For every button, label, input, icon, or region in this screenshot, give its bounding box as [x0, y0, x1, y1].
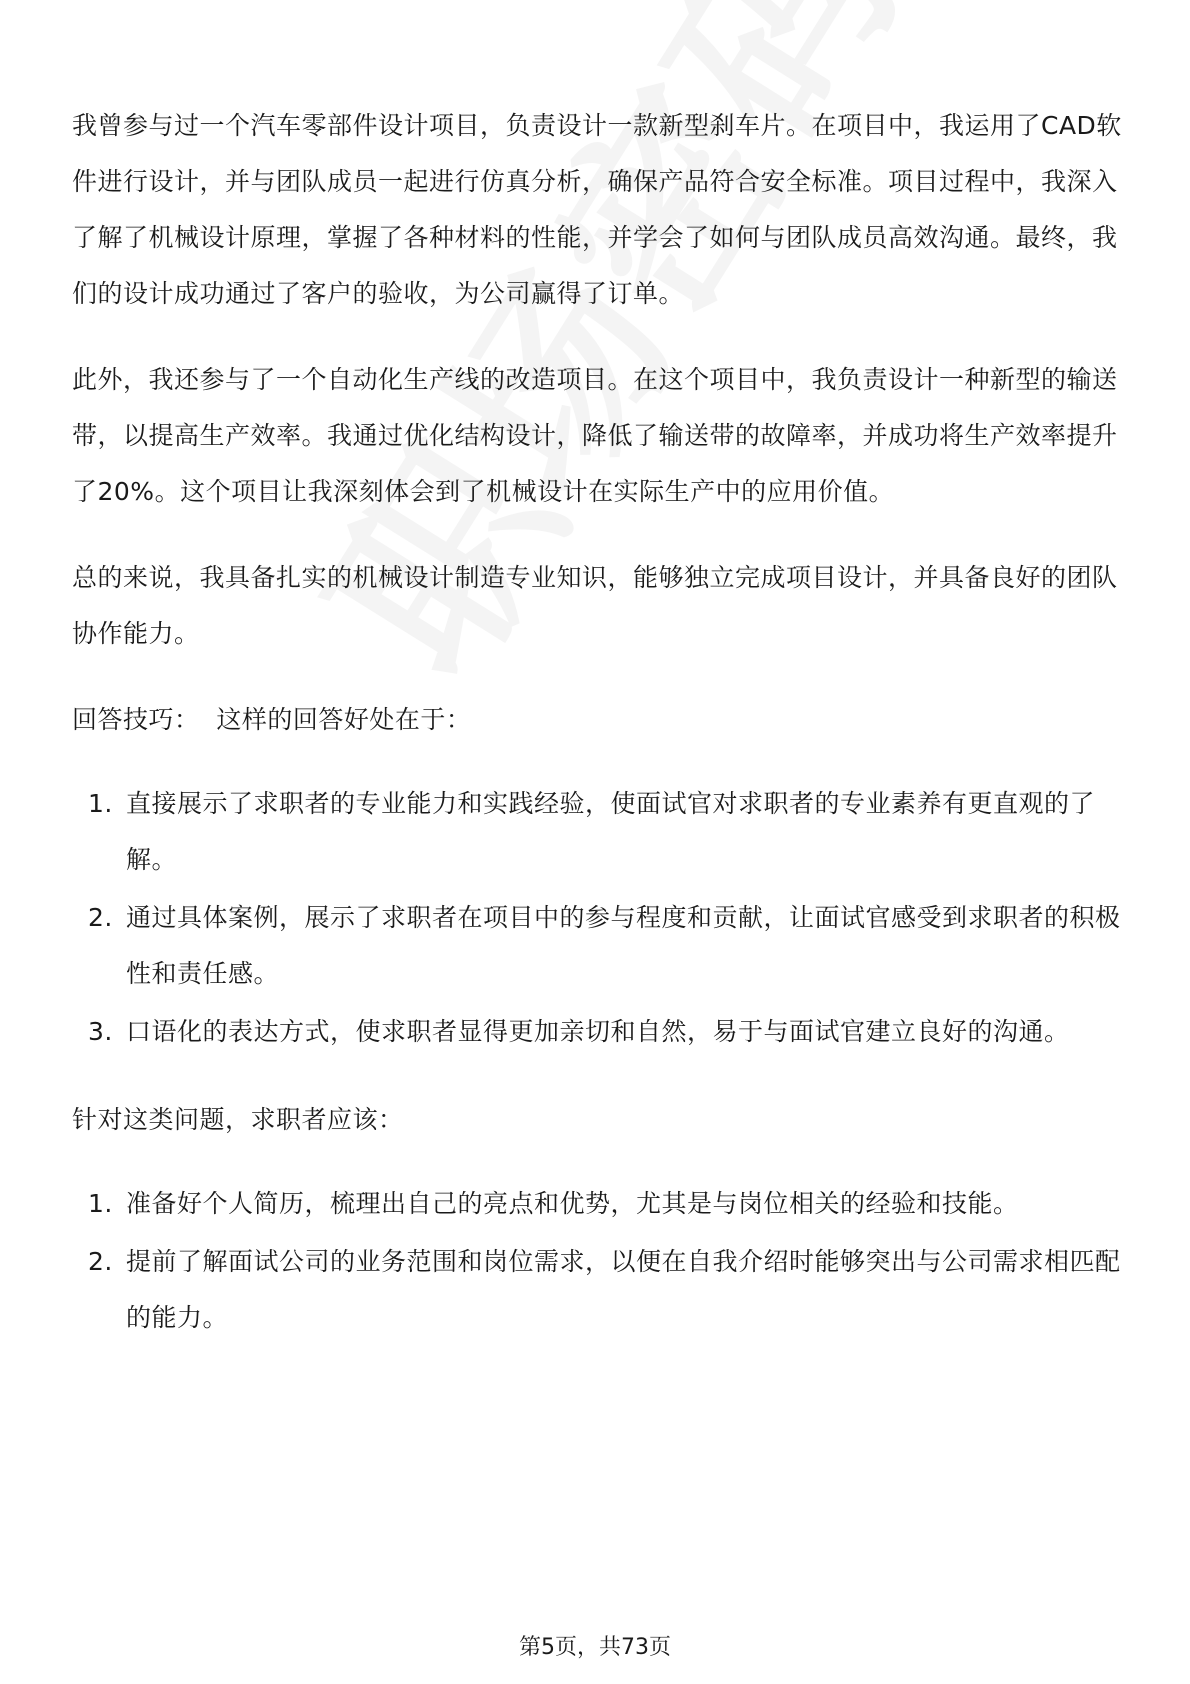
list-item: [72, 1004, 1122, 1060]
list-item-number: 1.: [88, 789, 113, 818]
page-number: 第5页，共73页: [519, 1635, 671, 1660]
list-item-number: 2.: [88, 1247, 113, 1276]
list-item-number: 2.: [88, 903, 113, 932]
list-item: [72, 890, 1122, 1002]
list-item-text: 准备好个人简历，梳理出自己的亮点和优势，尤其是与岗位相关的经验和技能。: [126, 1189, 1019, 1218]
list-item: [72, 776, 1122, 888]
list-item-text: 提前了解面试公司的业务范围和岗位需求，以便在自我介绍时能够突出与公司需求相匹配的能力。: [126, 1247, 1121, 1332]
tips-label: 回答技巧：: [72, 705, 200, 734]
list-item-text: 通过具体案例，展示了求职者在项目中的参与程度和贡献，让面试官感受到求职者的积极性和责任感。: [126, 903, 1121, 988]
tips-list: [72, 776, 1122, 1060]
list-item: [72, 1176, 1122, 1232]
list-item-number: 3.: [88, 1017, 113, 1046]
paragraph-project-brake: 我曾参与过一个汽车零部件设计项目，负责设计一款新型刹车片。在项目中，我运用了CAD软件进行设计，并与团队成员一起进行仿真分析，确保产品符合安全标准。项目过程中，我深入了解了机械设计原理，掌握了各种材料的性能，并学会了如何与团队成员高效沟通。最终，我们的设计成功通过了客户的验收，为公司赢得了订单。: [72, 111, 1122, 308]
paragraph-summary: 总的来说，我具备扎实的机械设计制造专业知识，能够独立完成项目设计，并具备良好的团队协作能力。: [72, 563, 1118, 648]
advice-heading: 针对这类问题，求职者应该：: [72, 1105, 404, 1134]
list-item: [72, 1234, 1122, 1346]
tips-heading: [72, 692, 1122, 748]
tips-intro: 这样的回答好处在于：: [216, 705, 472, 734]
advice-list: [72, 1176, 1122, 1346]
document-body: [72, 98, 1122, 1378]
list-item-text: 直接展示了求职者的专业能力和实践经验，使面试官对求职者的专业素养有更直观的了解。: [126, 789, 1096, 874]
list-item-number: 1.: [88, 1189, 113, 1218]
list-item-text: 口语化的表达方式，使求职者显得更加亲切和自然，易于与面试官建立良好的沟通。: [126, 1017, 1070, 1046]
paragraph-project-conveyor: 此外，我还参与了一个自动化生产线的改造项目。在这个项目中，我负责设计一种新型的输送带，以提高生产效率。我通过优化结构设计，降低了输送带的故障率，并成功将生产效率提升了20%。这个项目让我深刻体会到了机械设计在实际生产中的应用价值。: [72, 365, 1118, 506]
